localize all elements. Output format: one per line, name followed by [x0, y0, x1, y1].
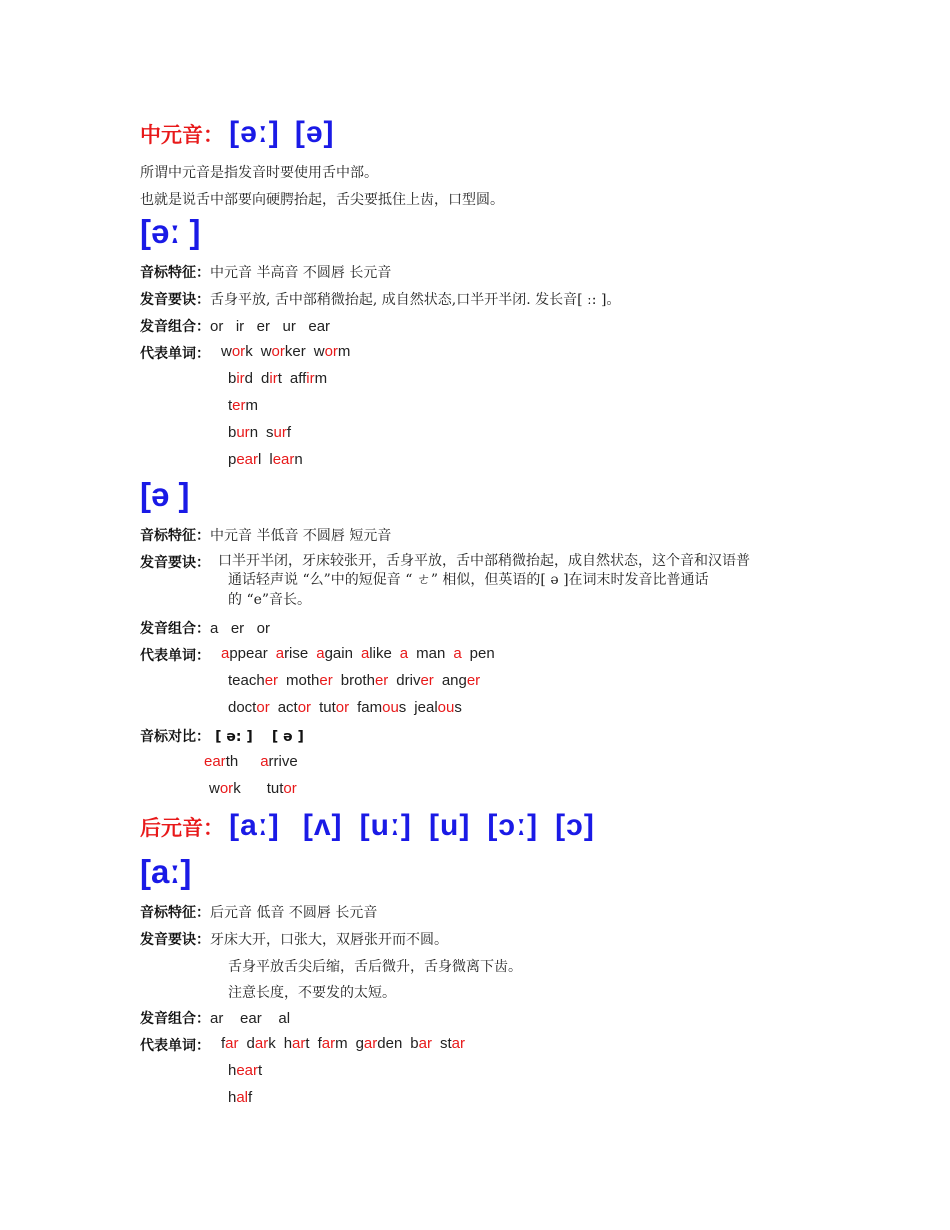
tips-text: 舌身平放, 舌中部稍微抬起, 成自然状态,口半开半闭. 发长音[ ː: ]。	[210, 292, 621, 308]
example-word: surf	[266, 424, 292, 441]
highlighted-letters: er	[264, 672, 279, 689]
highlighted-letters: ar	[418, 1035, 432, 1052]
combo-text: ar ear al	[210, 1010, 291, 1027]
example-word: bird	[228, 370, 254, 387]
highlighted-letters: er	[232, 397, 246, 414]
highlighted-letters: ou	[437, 699, 455, 716]
example-word: appear	[221, 645, 268, 662]
highlighted-letters: er	[374, 672, 389, 689]
word-row	[228, 451, 303, 468]
example-word: affirm	[289, 370, 328, 387]
tips-line-3: 的 “e”音长。	[228, 592, 312, 608]
intro-line-1: 所谓中元音是指发音时要使用舌中部。	[140, 165, 378, 181]
example-word: doctor	[228, 699, 270, 716]
example-word: teacher	[228, 672, 279, 689]
example-word: heart	[228, 1062, 263, 1079]
long-schwa-tips	[140, 289, 620, 309]
central-ipa-1: [əː]	[229, 116, 280, 149]
highlighted-letters: ar	[254, 1035, 269, 1052]
highlighted-letters: ar	[225, 1035, 239, 1052]
contrast-words	[204, 753, 298, 770]
tips-line-3: 注意长度，不要发的太短。	[228, 985, 396, 1001]
example-word: pearl	[228, 451, 262, 468]
highlighted-letters: or	[283, 780, 297, 797]
example-word: dirt	[261, 370, 282, 387]
example-word: learn	[269, 451, 303, 468]
word-row	[228, 672, 480, 689]
long-a-features	[140, 902, 377, 922]
words-label: 代表单词：	[140, 648, 210, 664]
tips-label: 发音要诀：	[140, 292, 210, 308]
tips-line-2: 舌身平放舌尖后缩，舌后微升，舌身微离下齿。	[228, 959, 522, 975]
highlighted-letters: a	[221, 645, 230, 662]
word-row	[221, 1035, 465, 1052]
contrast-ipa-1: [ ə: ]	[215, 729, 253, 745]
highlighted-letters: ear	[272, 451, 295, 468]
central-vowels-heading	[140, 116, 335, 150]
highlighted-letters: or	[271, 343, 285, 360]
example-word: tutor	[266, 780, 297, 797]
example-word: work	[221, 343, 253, 360]
long-schwa-features	[140, 262, 391, 282]
example-word: burn	[228, 424, 259, 441]
tips-label: 发音要诀：	[140, 932, 210, 948]
highlighted-letters: er	[420, 672, 434, 689]
example-word	[453, 645, 461, 662]
highlighted-letters: or	[256, 699, 270, 716]
example-word: earth	[204, 753, 239, 770]
contrast-row	[140, 726, 304, 746]
example-word: alike	[360, 645, 392, 662]
highlighted-letters: ir	[269, 370, 278, 387]
combo-label: 发音组合：	[140, 621, 210, 637]
features-text: 后元音 低音 不圆唇 长元音	[210, 905, 378, 921]
combo-label: 发音组合：	[140, 319, 210, 335]
features-text: 中元音 半低音 不圆唇 短元音	[210, 528, 392, 544]
example-word: jealous	[414, 699, 462, 716]
highlighted-letters: a	[360, 645, 370, 662]
word-row	[228, 370, 327, 387]
example-word: far	[221, 1035, 239, 1052]
highlighted-letters: or	[231, 343, 246, 360]
features-text: 中元音 半高音 不圆唇 长元音	[210, 265, 392, 281]
highlighted-letters: a	[316, 645, 325, 662]
example-word: anger	[441, 672, 481, 689]
highlighted-letters: ear	[236, 451, 259, 468]
combo-label: 发音组合：	[140, 1011, 210, 1027]
features-label: 音标特征：	[140, 905, 210, 921]
back-ipa-4: [u]	[429, 809, 471, 842]
back-ipa-3: [uː]	[359, 809, 412, 842]
combo-text: or ir er ur ear	[210, 318, 331, 335]
word-row	[221, 645, 495, 662]
example-word: dark	[246, 1035, 276, 1052]
short-schwa-title: [ə ]	[140, 476, 190, 513]
highlighted-letters: a	[260, 753, 269, 770]
example-word: actor	[277, 699, 312, 716]
highlighted-letters: ar	[363, 1035, 378, 1052]
highlighted-letters: er	[319, 672, 333, 689]
example-word: bar	[410, 1035, 432, 1052]
contrast-ipa-2: [ ə ]	[271, 729, 304, 745]
long-schwa-title: [əː ]	[140, 213, 201, 250]
example-word: famous	[357, 699, 407, 716]
highlighted-letters: ar	[451, 1035, 465, 1052]
example-word: worker	[260, 343, 306, 360]
example-word: star	[439, 1035, 465, 1052]
example-word: worm	[313, 343, 351, 360]
highlighted-letters: er	[466, 672, 481, 689]
example-word: farm	[317, 1035, 348, 1052]
back-ipa-5: [ɔː]	[487, 809, 539, 842]
example-word: brother	[340, 672, 389, 689]
combo-text: a er or	[210, 620, 271, 637]
highlighted-letters: a	[275, 645, 285, 662]
example-word: mother	[286, 672, 333, 689]
long-schwa-combo	[140, 316, 330, 336]
highlighted-letters: ir	[306, 370, 315, 387]
highlighted-letters: ur	[273, 424, 287, 441]
example-word: arrive	[260, 753, 298, 770]
tips-line-1: 口半开半闭，牙床较张开，舌身平放，舌中部稍微抬起，成自然状态，这个音和汉语普	[218, 553, 750, 569]
contrast-words	[209, 780, 297, 797]
word-row	[228, 1062, 262, 1079]
words-label: 代表单词：	[140, 346, 210, 362]
back-ipa-6: [ɔ]	[555, 809, 595, 842]
highlighted-letters: or	[297, 699, 312, 716]
central-ipa-2: [ə]	[294, 116, 335, 149]
word-row	[228, 397, 258, 414]
example-word: tutor	[319, 699, 350, 716]
highlighted-letters: al	[236, 1089, 249, 1106]
back-vowels-heading	[140, 809, 595, 843]
tips-line-2: 通话轻声说 “么”中的短促音 “ ㄜ” 相似，但英语的[ ə ]在词末时发音比普通话	[228, 572, 709, 588]
back-vowels-label: 后元音：	[140, 816, 224, 840]
contrast-label: 音标对比：	[140, 729, 210, 745]
long-a-combo	[140, 1008, 290, 1028]
features-label: 音标特征：	[140, 265, 210, 281]
highlighted-letters: ear	[236, 1062, 259, 1079]
word-row	[228, 699, 462, 716]
example-word: pen	[469, 645, 495, 662]
example-word: man	[416, 645, 446, 662]
highlighted-letters: ar	[321, 1035, 336, 1052]
highlighted-letters: or	[324, 343, 338, 360]
tips-line-1: 牙床大开，口张大，双唇张开而不圆。	[210, 932, 448, 948]
long-a-tips	[140, 929, 448, 949]
highlighted-letters: a	[399, 645, 409, 662]
long-a-title: [aː]	[140, 853, 192, 890]
long-schwa-words-label-row	[140, 343, 210, 363]
highlighted-letters: or	[335, 699, 350, 716]
word-row	[228, 1089, 252, 1106]
highlighted-letters: ou	[382, 699, 399, 716]
highlighted-letters: ar	[292, 1035, 306, 1052]
example-word: driver	[396, 672, 434, 689]
highlighted-letters: ear	[204, 753, 226, 770]
central-vowels-label: 中元音：	[140, 123, 224, 147]
intro-line-2: 也就是说舌中部要向硬腭抬起，舌尖要抵住上齿，口型圆。	[140, 192, 504, 208]
short-schwa-tips	[140, 552, 210, 572]
word-row	[221, 343, 350, 360]
short-schwa-features	[140, 525, 391, 545]
example-word: again	[316, 645, 353, 662]
back-ipa-2: [ʌ]	[302, 809, 343, 842]
words-label: 代表单词：	[140, 1038, 210, 1054]
example-word: half	[228, 1089, 253, 1106]
example-word: garden	[355, 1035, 403, 1052]
highlighted-letters: ur	[236, 424, 250, 441]
word-row	[228, 424, 291, 441]
example-word: hart	[283, 1035, 310, 1052]
highlighted-letters: a	[453, 645, 462, 662]
tips-label: 发音要诀：	[140, 555, 210, 571]
short-schwa-words-label-row	[140, 645, 210, 665]
example-word: arise	[275, 645, 309, 662]
example-word: term	[228, 397, 259, 414]
long-a-words-label-row	[140, 1035, 210, 1055]
back-ipa-1: [aː]	[229, 809, 280, 842]
highlighted-letters: or	[219, 780, 234, 797]
example-word	[400, 645, 408, 662]
short-schwa-combo	[140, 618, 270, 638]
features-label: 音标特征：	[140, 528, 210, 544]
example-word: work	[209, 780, 241, 797]
highlighted-letters: ir	[236, 370, 245, 387]
